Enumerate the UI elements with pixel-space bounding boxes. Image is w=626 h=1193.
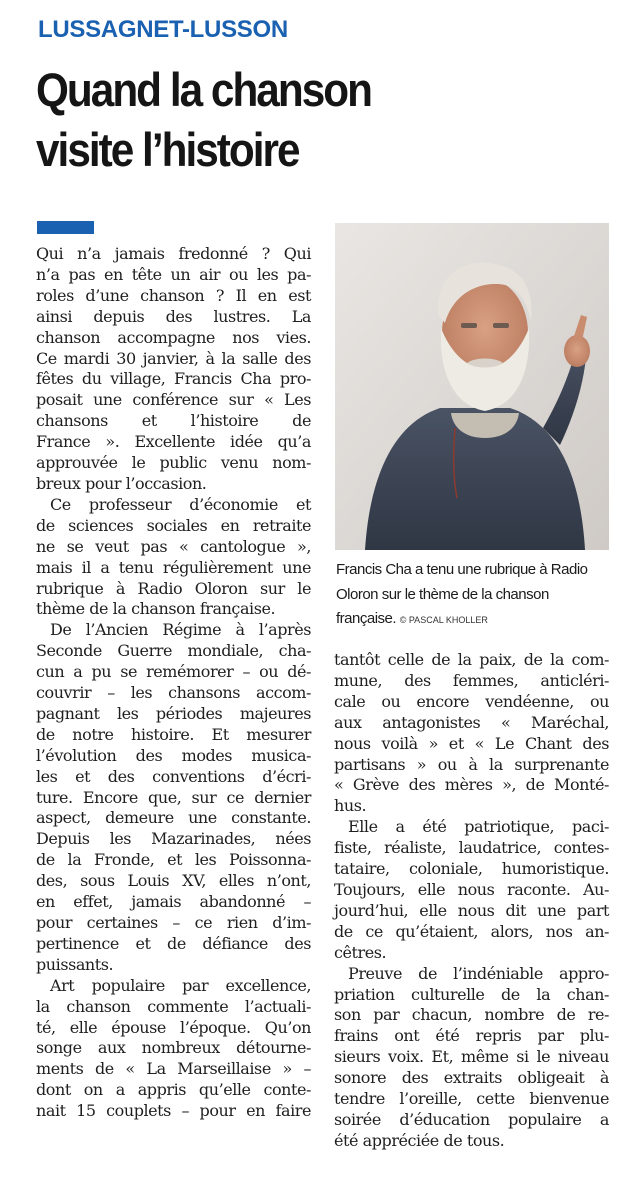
- caption-text: française.: [336, 610, 397, 627]
- body-text-line: France ». Excellente idée qu’a: [36, 432, 311, 452]
- caption-line: Oloron sur le thème de la chanson: [336, 585, 549, 603]
- body-text-line: thème de la chanson française.: [36, 599, 276, 619]
- body-text-line: de notre histoire. Et mesurer: [36, 724, 311, 744]
- body-text-line: dont on a appris qu’elle conte-: [36, 1080, 311, 1100]
- body-text-line: ture. Encore que, sur ce dernier: [36, 787, 311, 807]
- accent-bar: [37, 221, 94, 234]
- body-text-line: les et des conventions d’écri-: [36, 766, 311, 786]
- body-text-line: Qui n’a jamais fredonné ? Qui: [36, 244, 311, 263]
- article-photo: [335, 223, 609, 550]
- speaker-photo-illustration: [335, 223, 609, 550]
- body-text-line: fêtes du village, Francis Cha pro-: [36, 369, 311, 389]
- article-column-right: [334, 650, 609, 1152]
- body-text-line: sieurs voix. Et, même si le niveau: [334, 1047, 609, 1067]
- body-text-line: roles d’une chanson ? Il en est: [36, 285, 311, 305]
- body-text-line: nait 15 couplets – pour en faire: [36, 1101, 311, 1121]
- body-text-line: De l’Ancien Régime à l’après: [50, 620, 311, 640]
- body-text-line: tendre l’oreille, cette bienvenue: [334, 1089, 609, 1109]
- body-text-line: Seconde Guerre mondiale, cha-: [36, 641, 311, 661]
- body-text-line: soirée d’éducation populaire a: [334, 1109, 609, 1129]
- body-text-line: tantôt celle de la paix, de la com-: [334, 650, 609, 669]
- body-text-line: Elle a été patriotique, paci-: [348, 817, 609, 837]
- photo-credit: © PASCAL KHOLLER: [399, 615, 488, 625]
- body-text-line: « Grève des mères », de Monté-: [334, 775, 609, 795]
- body-text-line: puissants.: [36, 954, 114, 974]
- body-text-line: aux antagonistes « Maréchal,: [334, 712, 609, 732]
- body-text-line: pertinence et de défiance des: [36, 933, 311, 953]
- body-text-line: nous voilà » et « Le Chant des: [334, 733, 609, 753]
- body-text-line: cêtres.: [334, 942, 387, 962]
- body-text-line: aspect, demeure une constante.: [36, 808, 311, 828]
- body-text-line: Ce mardi 30 janvier, à la salle des: [36, 348, 311, 368]
- body-text-line: songe aux nombreux détourne-: [36, 1038, 311, 1058]
- body-text-line: sonore des extraits obligeait à: [334, 1068, 609, 1088]
- body-text-line: pour certaines – ce rien d’im-: [36, 913, 311, 932]
- body-text-line: l’évolution des modes musica-: [36, 745, 311, 765]
- body-text-line: pagnant les périodes majeures: [36, 703, 311, 723]
- caption-line: Francis Cha a tenu une rubrique à Radio: [336, 561, 588, 578]
- body-text-line: n’a pas en tête un air ou les pa-: [36, 264, 311, 284]
- body-text-line: ne se veut pas « cantologue »,: [36, 536, 311, 556]
- body-text-line: breux pour l’occasion.: [36, 473, 207, 493]
- section-kicker: LUSSAGNET-LUSSON: [38, 16, 288, 43]
- body-text-line: jourd’hui, elle nous dit une part: [334, 900, 609, 920]
- body-text-line: priation culturelle de la chan-: [334, 984, 609, 1004]
- body-text-line: de ce qu’étaient, alors, nos an-: [334, 921, 609, 941]
- body-text-line: hus.: [334, 796, 367, 816]
- body-text-line: frains ont été repris par plu-: [334, 1026, 609, 1046]
- headline-line: Quand la chanson: [36, 63, 371, 116]
- body-text-line: Ce professeur d’économie et: [50, 494, 311, 514]
- caption-line: [336, 607, 612, 633]
- body-text-line: rubrique à Radio Oloron sur le: [36, 578, 311, 598]
- body-text-line: partisans » ou à la surprenante: [334, 754, 609, 774]
- body-text-line: de sciences sociales en retraite: [36, 515, 311, 535]
- body-text-line: son par chacun, nombre de re-: [334, 1005, 609, 1025]
- body-text-line: de la Fronde, et les Poissonna-: [36, 850, 311, 870]
- article-headline: [36, 60, 371, 180]
- body-text-line: té, elle épouse l’époque. Qu’on: [36, 1017, 311, 1037]
- body-text-line: chansons et l’histoire de: [36, 411, 311, 431]
- body-text-line: Art populaire par excellence,: [50, 975, 311, 995]
- photo-caption: [336, 558, 612, 633]
- body-text-line: cun a pu se remémorer – ou dé-: [36, 662, 311, 682]
- body-text-line: ments de « La Marseillaise » –: [36, 1059, 311, 1079]
- body-text-line: approuvée le public venu nom-: [36, 453, 311, 473]
- body-text-line: des, sous Louis XV, elles n’ont,: [36, 871, 311, 891]
- body-text-line: tataire, coloniale, humoristique.: [334, 859, 609, 879]
- body-text-line: Toujours, elle nous raconte. Au-: [334, 879, 609, 899]
- body-text-line: mais il a tenu régulièrement une: [36, 557, 311, 577]
- body-text-line: été appréciée de tous.: [334, 1130, 505, 1150]
- body-text-line: Preuve de l’indéniable appro-: [348, 963, 609, 983]
- body-text-line: couvrir – les chansons accom-: [36, 683, 311, 703]
- article-column-left: [36, 244, 311, 1122]
- body-text-line: cale ou encore vendéenne, ou: [334, 691, 609, 711]
- body-text-line: posait une conférence sur « Les: [36, 390, 311, 410]
- body-text-line: ainsi depuis des lustres. La: [36, 306, 311, 326]
- body-text-line: chanson accompagne nos vies.: [36, 327, 311, 347]
- body-text-line: en effet, jamais abandonné –: [36, 892, 311, 912]
- body-text-line: mune, des femmes, anticléri-: [334, 670, 609, 690]
- body-text-line: fiste, réaliste, laudatrice, contes-: [334, 838, 609, 858]
- headline-line: visite l’histoire: [36, 123, 299, 176]
- body-text-line: la chanson commente l’actuali-: [36, 996, 311, 1016]
- body-text-line: Depuis les Mazarinades, nées: [36, 829, 311, 849]
